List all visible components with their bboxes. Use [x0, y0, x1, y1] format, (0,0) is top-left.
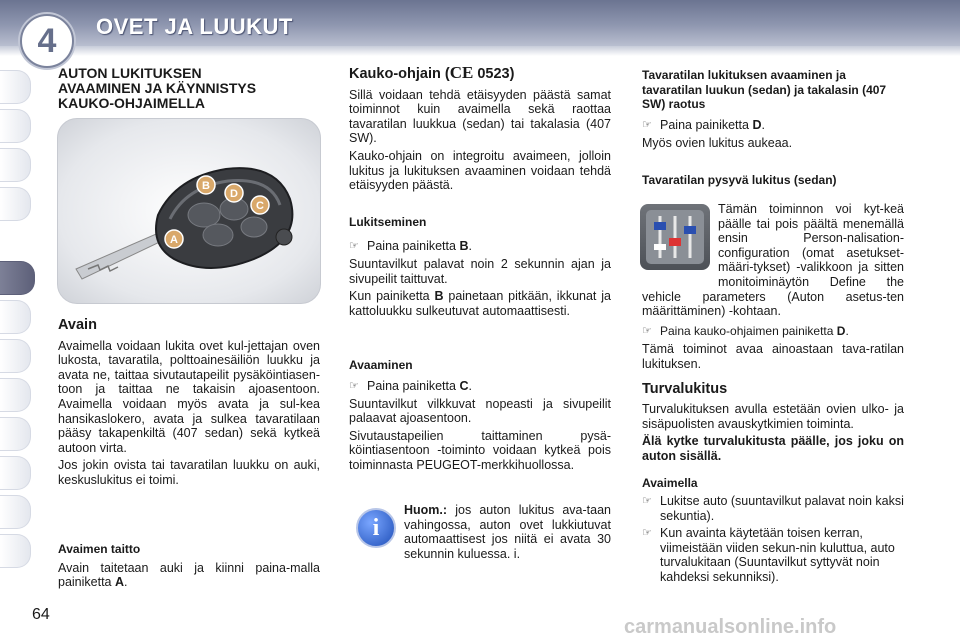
bullet-text: Lukitse auto (suuntavilkut palavat noin kaksi sekuntia). [660, 494, 904, 523]
bullet-arrow-icon: ☞ [642, 118, 652, 131]
key-label-d [225, 184, 243, 202]
taitto-paragraph [58, 561, 320, 590]
lukitseminen-heading: Lukitseminen [349, 214, 427, 229]
column-left [58, 66, 320, 111]
bullet-text: Paina painiketta [367, 378, 460, 393]
info-icon: i [356, 508, 396, 548]
bullet-key: D [836, 323, 846, 338]
note-label: Huom.: [404, 503, 448, 517]
bullet-arrow-icon: ☞ [642, 324, 652, 337]
lukitseminen-paragraph-2 [349, 289, 611, 318]
tavaratila-bullet: ☞ Paina painiketta D. [642, 117, 765, 132]
watermark: carmanualsonline.info [624, 616, 837, 638]
key-label-c-text: C [256, 200, 264, 212]
key-label-a-text: A [170, 234, 178, 246]
turvalukitus-heading: Turvalukitus [642, 380, 728, 397]
lukitseminen-p2-pre: Kun painiketta [349, 289, 435, 304]
avain-paragraph-1: Avaimella voidaan lukita ovet kul-jettajan oven lukosta, tavaratila, polttoainesäiliön luukku ja avata ne, taittaa sivutautapeilit pysäköintiasen-toon ja taittaa ne takaisin ajoasentoon. Avaimella voidaan myös avata ja sul-kea hansikaslokero, avata ja sulkea tavaratilaan pääsy takapenkiltä (407 sedan) sekä kytkeä autoon virta. [58, 338, 320, 455]
column-right-top [642, 68, 904, 188]
key-label-c [251, 196, 269, 214]
chapter-tab-9[interactable] [0, 417, 31, 451]
kauko-paragraph-2: Kauko-ohjain on integroitu avaimeen, jolloin lukitus ja lukituksen avaaminen voidaan tehdä etäisyyden päästä. [349, 148, 611, 193]
lukitseminen-bullet: ☞ Paina painiketta B. [349, 239, 472, 254]
chapter-tab-10[interactable] [0, 456, 31, 490]
taitto-key: A [114, 575, 125, 590]
section-title-line: AUTON LUKITUKSEN [58, 65, 202, 81]
avaimella-bullet-1 [642, 494, 904, 523]
chapter-tab-8[interactable] [0, 378, 31, 412]
bullet-key: B [459, 239, 469, 254]
chapter-tab-3[interactable] [0, 148, 31, 182]
pysyva-lukitus-heading: Tavaratilan pysyvä lukitus (sedan) [642, 172, 837, 187]
avaimella-bullet-2 [642, 526, 904, 584]
chapter-tab-current[interactable] [0, 261, 35, 295]
page-number: 64 [32, 606, 50, 623]
bullet-text: Paina painiketta [367, 239, 460, 254]
turvalukitus-warning: Älä kytke turvalukitusta päälle, jos joku on auton sisällä. [642, 434, 904, 463]
chapter-tab-11[interactable] [0, 495, 31, 529]
avaimen-taitto-section [58, 542, 320, 593]
tavaratila-avaaminen-heading: Tavaratilan lukituksen avaaminen ja tavaratilan luukun (sedan) ja takalasin (407 SW) raotus [642, 68, 887, 112]
chapter-tab-2[interactable] [0, 109, 31, 143]
pysyva-bullet: ☞ Paina kauko-ohjaimen painiketta D. [642, 323, 849, 338]
section-title-line: AVAAMINEN JA KÄYNNISTYS [58, 80, 257, 96]
pysyva-paragraph-2: Tämä toiminot avaa ainoastaan tava-ratilan lukituksen. [642, 342, 904, 371]
kauko-ohjain-heading [349, 63, 611, 82]
section-title [58, 66, 320, 111]
bullet-key: D [752, 117, 762, 132]
avain-paragraph-2: Jos jokin ovista tai tavaratilan luukku on auki, keskuslukitus ei toimi. [58, 458, 320, 487]
chapter-tab-12[interactable] [0, 534, 31, 568]
period: . [124, 575, 128, 590]
header-shine [0, 46, 960, 56]
chapter-title: OVET JA LUUKUT [96, 14, 293, 39]
chapter-tab-7[interactable] [0, 339, 31, 373]
column-right-mid [642, 202, 904, 585]
lukitseminen-p2-post: painetaan pitkään, ikkunat ja kattoluukku sulkeutuvat automaattisesti. [349, 289, 611, 318]
pysyva-paragraph: Tämän toiminnon voi kyt-keä päälle tai pois päältä menemällä ensin Person-nalisation-configuration (omat asetukset-määri-tykset) -valikkoon ja sitten monitoiminäytön Define the vehicle parameters (Auton asetus-ten määrittäminen) -kohtaan. [642, 202, 904, 319]
lukitseminen-p2-key: B [434, 289, 444, 304]
bullet-text: Paina painiketta [660, 117, 753, 132]
column-middle [349, 63, 611, 475]
kauko-paragraph-1: Sillä voidaan tehdä etäisyyden päästä samat toiminnot kuin avaimella sekä raottaa tavaratilan luukkua (sedan) tai takalasia (407 SW). [349, 87, 611, 146]
avaaminen-paragraph-2: Sivutaustapeilien taittaminen pysä-köintiasentoon -toiminto voidaan kytkeä pois toiminnasta PEUGEOT-merkkihuollossa. [349, 428, 611, 472]
bullet-arrow-icon: ☞ [349, 240, 359, 253]
bullet-text: Kun avainta käytetään toisen kerran, viimeistään viiden sekun-nin kuluttua, auto turvalukitaan (Suuntavilkut syttyvät noin kahdeksi sekunniksi). [660, 526, 895, 585]
lukitseminen-paragraph-1: Suuntavilkut palavat noin 2 sekunnin ajan ja sivupeilit taittuvat. [349, 256, 611, 286]
bullet-text: Paina kauko-ohjaimen painiketta [660, 323, 837, 338]
avain-section [58, 318, 320, 491]
avain-heading: Avain [58, 317, 97, 333]
taitto-text: Avain taitetaan auki ja kiinni paina-malla painiketta [58, 560, 320, 590]
key-label-d-text: D [230, 188, 238, 200]
section-title-line: KAUKO-OHJAIMELLA [58, 95, 205, 111]
chapter-tab-4[interactable] [0, 187, 31, 221]
chapter-tab-6[interactable] [0, 300, 31, 334]
remote-key-illustration [58, 119, 320, 303]
key-label-b [197, 176, 215, 194]
bullet-arrow-icon: ☞ [642, 527, 652, 540]
key-label-b-text: B [202, 180, 210, 192]
bullet-key: C [459, 378, 469, 393]
chapter-number-badge: 4 [20, 14, 74, 68]
chapter-tabs [0, 70, 34, 573]
heading-pre: Kauko-ohjain ( [349, 66, 450, 82]
note-block [404, 503, 611, 564]
avaaminen-paragraph-1: Suuntavilkut vilkkuvat nopeasti ja sivupeilit palaavat ajoasentoon. [349, 396, 611, 426]
avaimella-heading: Avaimella [642, 475, 698, 490]
note-text: jos auton lukitus ava-taan vahingossa, auton ovet lukkiutuvat automaattisest jos niitä ei avata 30 sekunnin kuluessa. i. [404, 503, 611, 561]
avaaminen-heading: Avaaminen [349, 358, 413, 373]
ce-mark-icon: CE [449, 63, 474, 82]
remote-key-photo [57, 118, 321, 304]
chapter-tab-1[interactable] [0, 70, 31, 104]
bullet-arrow-icon: ☞ [642, 495, 652, 508]
heading-post: 0523) [473, 66, 515, 82]
avaaminen-bullet: ☞ Paina painiketta C. [349, 378, 472, 393]
turvalukitus-paragraph: Turvalukituksen avulla estetään ovien ulko- ja sisäpuolisten avauskytkimien toiminta. [642, 402, 904, 431]
tavaratila-paragraph: Myös ovien lukitus aukeaa. [642, 136, 793, 151]
bullet-arrow-icon: ☞ [349, 379, 359, 392]
note-paragraph [404, 503, 611, 561]
icon-float-spacer [642, 202, 718, 276]
key-label-a [165, 230, 183, 248]
taitto-heading: Avaimen taitto [58, 542, 141, 556]
